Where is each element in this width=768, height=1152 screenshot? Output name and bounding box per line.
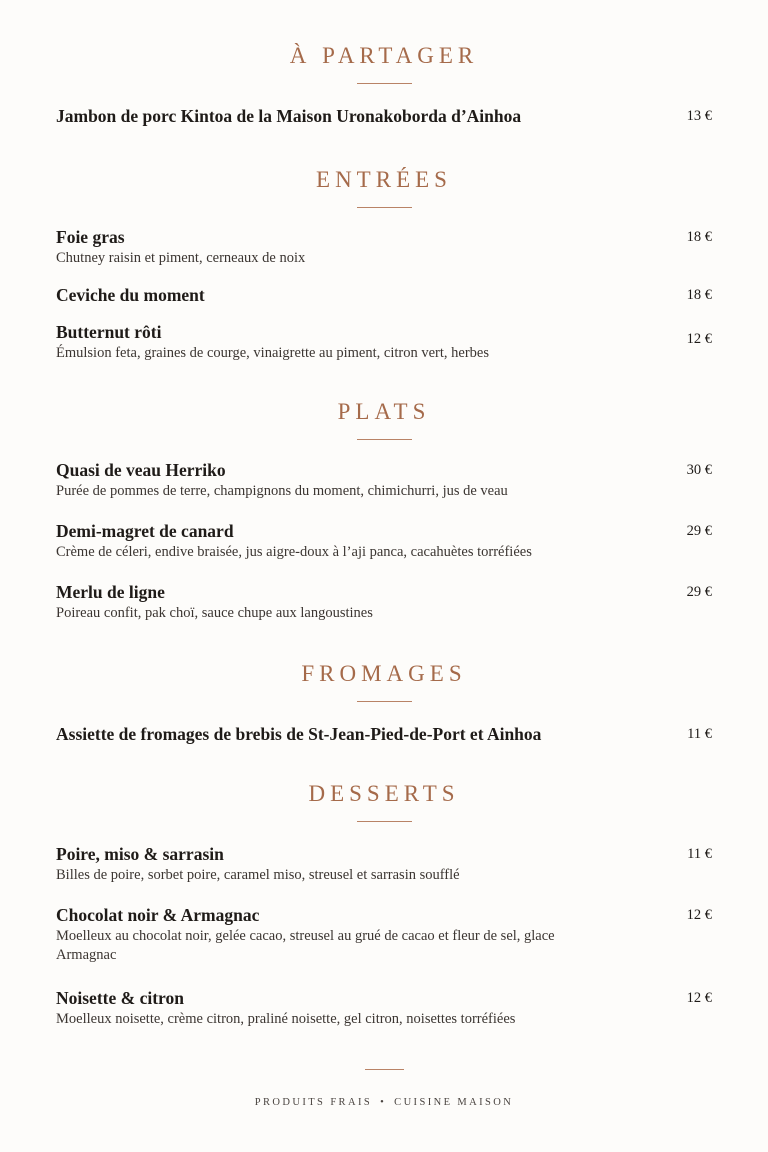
item-description: Moelleux noisette, crème citron, praliné noisette, gel citron, noisettes torréfiées <box>56 1011 516 1027</box>
item-price: 12 € <box>686 990 712 1006</box>
section-divider <box>357 439 412 440</box>
item-description: Billes de poire, sorbet poire, caramel miso, streusel et sarrasin soufflé <box>56 867 460 883</box>
menu-item <box>56 321 712 363</box>
menu-item <box>56 843 712 885</box>
section-title-plats: PLATS <box>337 399 431 424</box>
section-divider <box>357 701 412 702</box>
item-name: Foie gras <box>56 227 125 247</box>
section-divider <box>357 821 412 822</box>
item-price: 13 € <box>686 108 712 124</box>
item-description: Poireau confit, pak choï, sauce chupe aux langoustines <box>56 605 373 621</box>
section-divider <box>357 83 412 84</box>
item-price: 29 € <box>686 523 712 539</box>
item-price: 30 € <box>686 462 712 478</box>
item-name: Ceviche du moment <box>56 285 205 305</box>
item-name: Demi-magret de canard <box>56 521 234 541</box>
section-title-fromages: FROMAGES <box>301 661 467 686</box>
menu-item <box>56 284 712 306</box>
item-name: Chocolat noir & Armagnac <box>56 905 260 925</box>
item-name: Jambon de porc Kintoa de la Maison Uronakoborda d’Ainhoa <box>56 106 522 126</box>
menu-item <box>56 581 712 623</box>
item-name: Butternut rôti <box>56 322 162 342</box>
item-name: Merlu de ligne <box>56 582 165 602</box>
section-divider <box>357 207 412 208</box>
item-description: Moelleux au chocolat noir, gelée cacao, streusel au grué de cacao et fleur de sel, glace Armagnac <box>56 928 555 963</box>
item-price: 18 € <box>686 287 712 303</box>
item-name: Noisette & citron <box>56 988 184 1008</box>
item-description: Émulsion feta, graines de courge, vinaigrette au piment, citron vert, herbes <box>56 345 489 361</box>
item-price: 12 € <box>686 907 712 923</box>
item-price: 12 € <box>686 331 712 347</box>
item-name: Assiette de fromages de brebis de St-Jean-Pied-de-Port et Ainhoa <box>56 724 542 744</box>
footer-separator: • <box>380 1097 387 1108</box>
item-description: Purée de pommes de terre, champignons du moment, chimichurri, jus de veau <box>56 483 508 499</box>
menu-item <box>56 520 712 562</box>
footer-right-text: CUISINE MAISON <box>394 1097 514 1108</box>
section-title-desserts: DESSERTS <box>308 781 460 806</box>
item-description: Crème de céleri, endive braisée, jus aigre-doux à l’aji panca, cacahuètes torréfiées <box>56 544 532 560</box>
section-title-entrees: ENTRÉES <box>316 167 452 192</box>
menu-item <box>56 723 712 745</box>
footer-left-text: PRODUITS FRAIS <box>254 1097 373 1108</box>
item-price: 11 € <box>687 846 712 862</box>
item-price: 11 € <box>687 726 712 742</box>
footer-divider <box>365 1069 404 1070</box>
section-title-a-partager: À PARTAGER <box>289 43 479 68</box>
item-price: 29 € <box>686 584 712 600</box>
menu-item <box>56 904 712 965</box>
menu-item <box>56 226 712 268</box>
footer-tagline <box>0 1096 768 1110</box>
item-name: Quasi de veau Herriko <box>56 460 226 480</box>
item-name: Poire, miso & sarrasin <box>56 844 224 864</box>
menu-item <box>56 987 712 1029</box>
menu-item <box>56 105 712 127</box>
item-description: Chutney raisin et piment, cerneaux de noix <box>56 250 306 266</box>
item-price: 18 € <box>686 229 712 245</box>
menu-item <box>56 459 712 501</box>
